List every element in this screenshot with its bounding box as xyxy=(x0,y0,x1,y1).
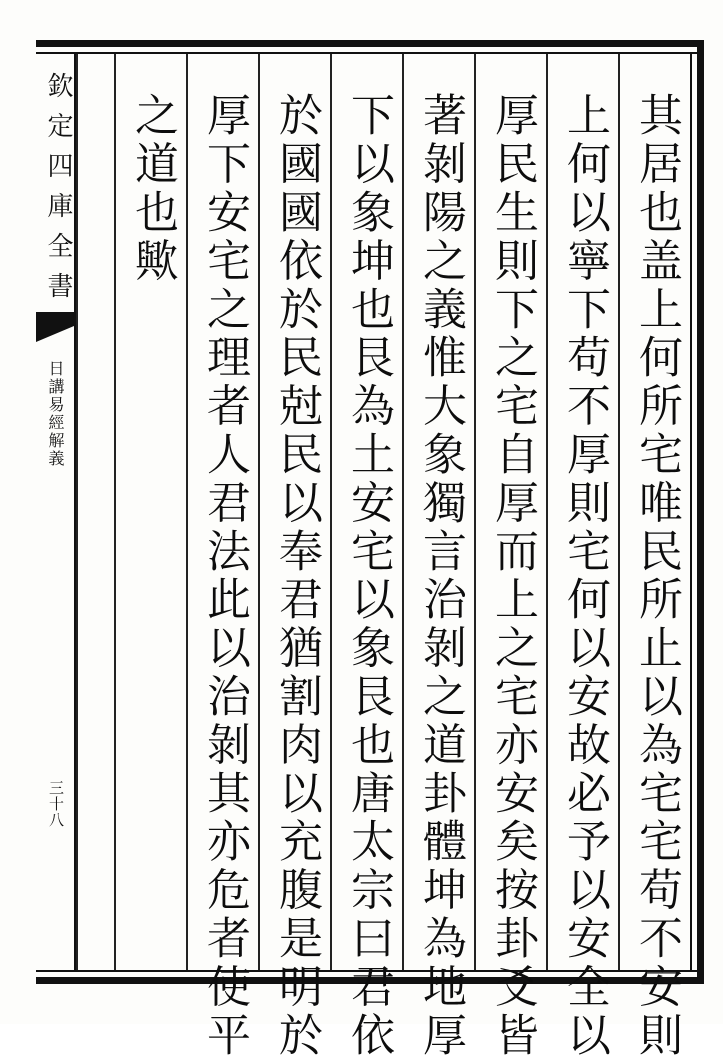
text-column-4 xyxy=(402,54,474,1060)
column-text: 其居也盖上何所宅唯民所止以為宅宅苟不安則 xyxy=(631,92,682,1060)
column-text: 於國國依於民尅民以奉君猶割肉以充腹是明於 xyxy=(271,92,322,1060)
fishtail-notch xyxy=(36,326,74,342)
text-column-6 xyxy=(258,54,330,1060)
text-column-3 xyxy=(474,54,546,1060)
book-title: 欽定四庫全書 xyxy=(43,72,73,312)
text-column-8 xyxy=(114,54,186,970)
chapter-title: 日講易經解義 xyxy=(46,360,65,468)
column-text: 之道也歟 xyxy=(127,92,178,286)
text-column-1 xyxy=(618,54,690,1060)
column-text: 著剝陽之義惟大象獨言治剝之道卦體坤為地厚 xyxy=(415,92,466,1060)
column-text: 厚下安宅之理者人君法此以治剝其亦危者使平 xyxy=(199,92,250,1060)
top-border-rule xyxy=(36,40,704,47)
right-border-rule xyxy=(697,40,704,984)
empty-column xyxy=(76,54,114,970)
column-text: 厚民生則下之宅自厚而上之宅亦安矣按卦爻皆 xyxy=(487,92,538,1060)
text-column-7 xyxy=(186,54,258,1060)
column-text: 上何以寧下苟不厚則宅何以安故必予以安全以 xyxy=(559,92,610,1060)
folio-number: 三十八 xyxy=(47,780,65,828)
text-column-2 xyxy=(546,54,618,1060)
right-inner-rule xyxy=(690,52,692,972)
text-column-5 xyxy=(330,54,402,1060)
column-text: 下以象坤也艮為土安宅以象艮也唐太宗曰君依 xyxy=(343,92,394,1060)
